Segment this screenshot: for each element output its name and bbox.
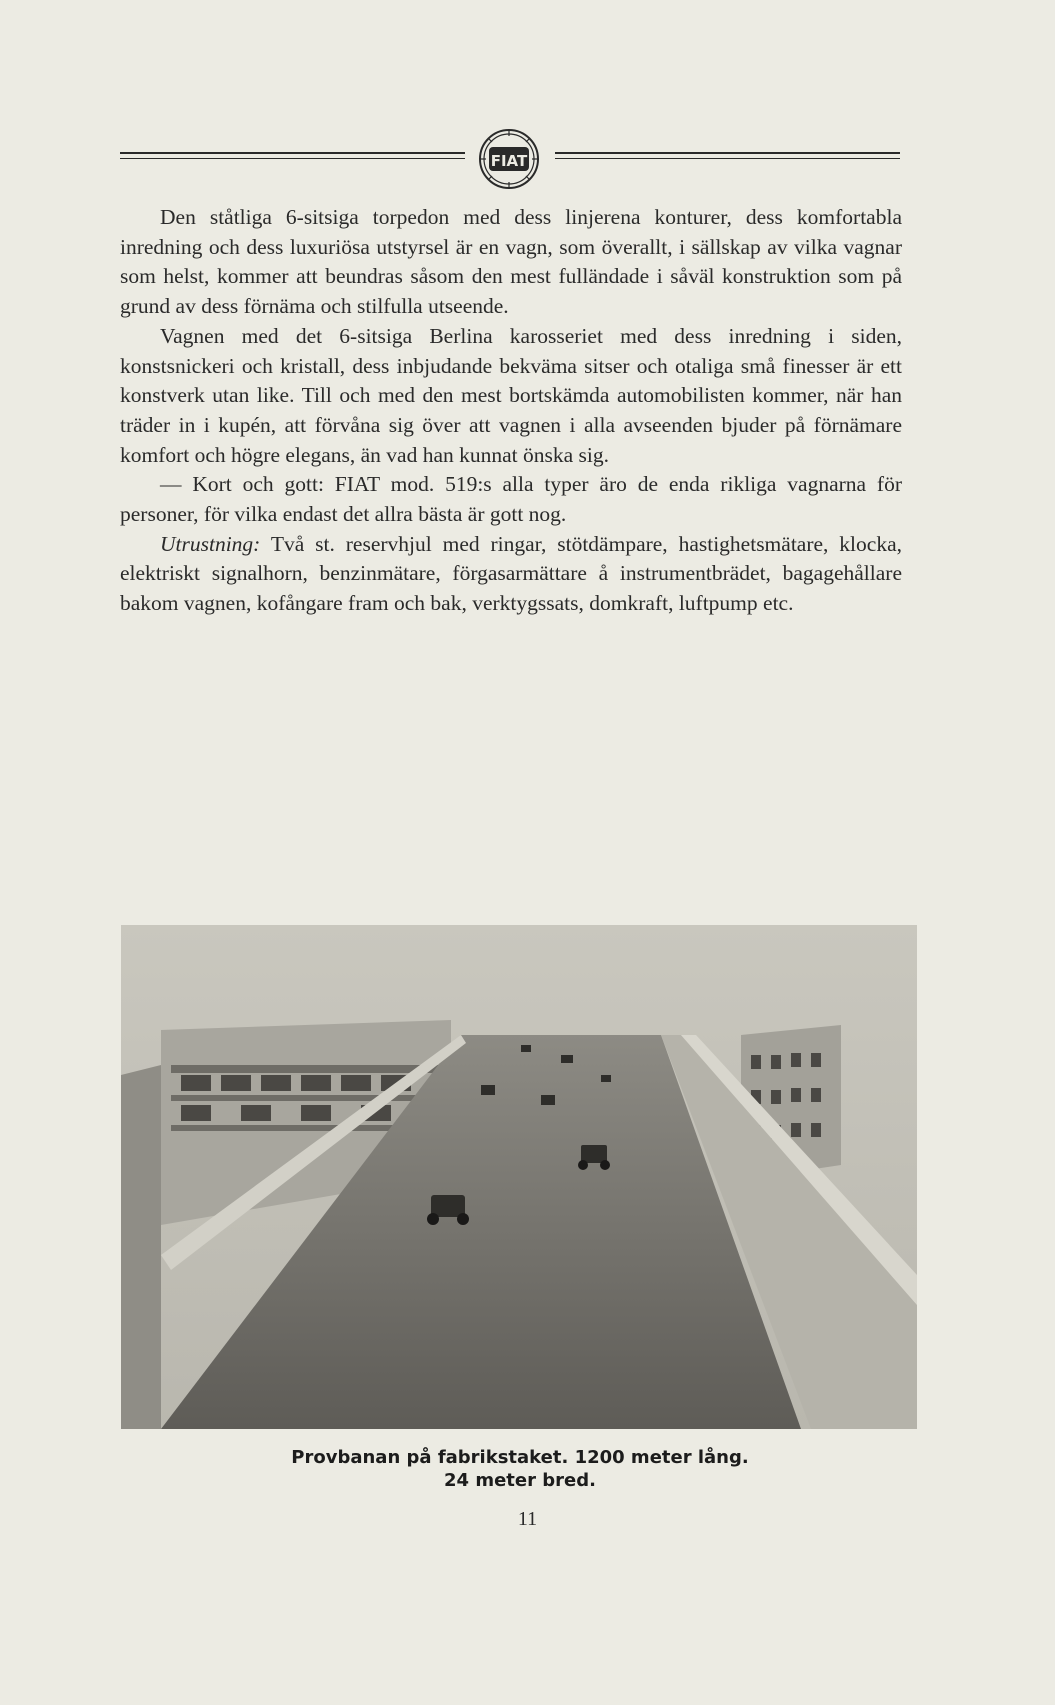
paragraph-3: — Kort och gott: FIAT mod. 519:s alla typer äro de enda rikliga vagnarna för personer, för vilka endast det allra bästa är gott nog. xyxy=(120,472,902,527)
logo-text: FIAT xyxy=(490,152,528,170)
equipment-paragraph xyxy=(120,530,902,619)
caption-line-2: 24 meter bred. xyxy=(444,1470,596,1491)
header-rule-left xyxy=(120,152,465,154)
header-rule-right xyxy=(555,152,900,154)
body-text xyxy=(120,203,902,619)
equipment-label: Utrustning: xyxy=(160,531,261,556)
equipment-text: Två st. reservhjul med ringar, stötdämpare, hastighetsmätare, klocka, elektriskt signalhorn, benzinmätare, förgasarmättare å instrumentbrädet, bagagehållare bakom vagnen, kofångare fram och bak, verktygssats, domkraft, luftpump etc. xyxy=(120,531,902,616)
paragraph-1: Den ståtliga 6-sitsiga torpedon med dess linjerena konturer, dess komfortabla inredning och dess luxuriösa utstyrsel är en vagn, som överallt, i sällskap av vilka vagnar som helst, kommer att beundras såsom den mest fulländade i såväl konstruktion som på grund av dess förnäma och stilfulla utseende. xyxy=(120,205,902,319)
paragraph-2: Vagnen med det 6-sitsiga Berlina karosseriet med dess inredning i siden, konstsnickeri och kristall, dess inbjudande bekväma sitser och otaliga små finesser är ett konstverk utan like. Till och med den mest bortskämda automobilisten kommer, när han träder in i kupén, att förvåna sig över att vagnen i alla avseenden bjuder på förnämare komfort och högre elegans, än vad han kunnat önska sig. xyxy=(120,323,902,467)
fiat-badge-icon xyxy=(478,128,540,190)
page-number: 11 xyxy=(517,1508,538,1530)
caption-line-1: Provbanan på fabrikstaket. 1200 meter lång. xyxy=(291,1447,749,1468)
rooftop-test-track-photo xyxy=(121,925,917,1429)
page-header xyxy=(120,128,900,188)
photo-caption xyxy=(150,1446,890,1492)
photo-illustration xyxy=(121,925,917,1429)
